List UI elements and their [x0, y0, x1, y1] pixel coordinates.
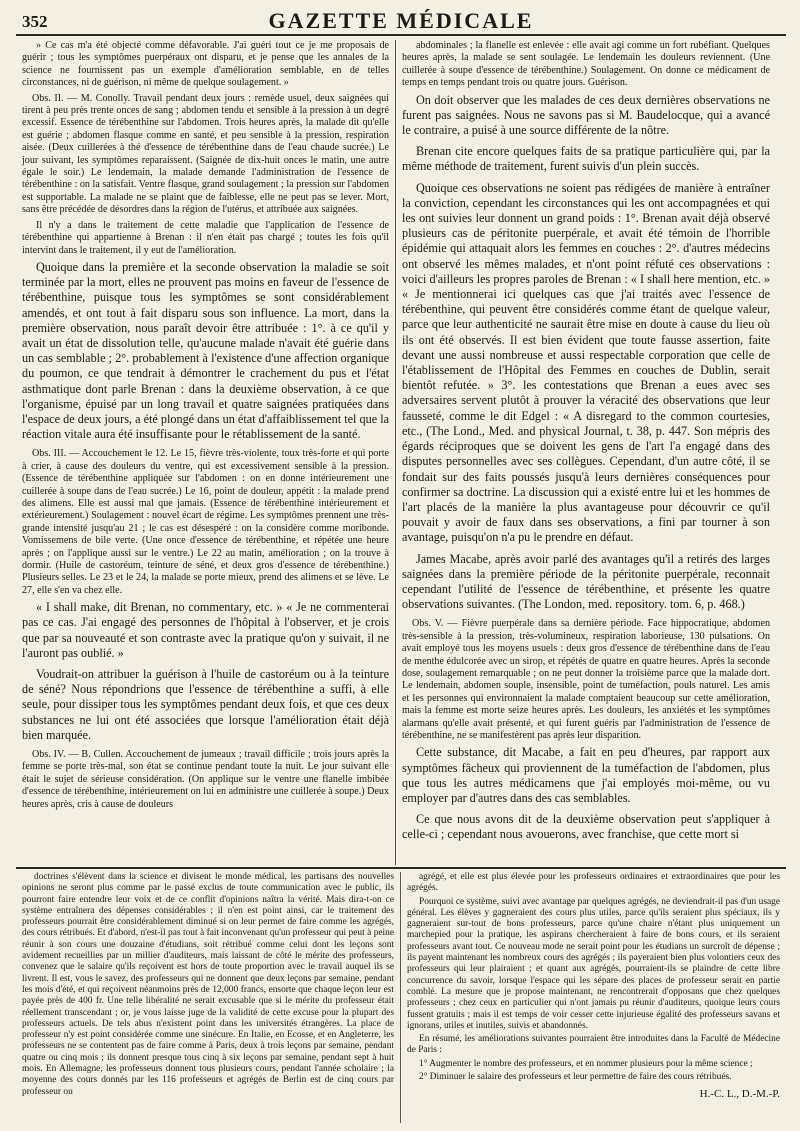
- paragraph-quote: « I shall make, dit Brenan, no commentary, etc. » « Je ne commenterai pas ce cas. J'ai engagé des personnes de l'hôpital à l'observer, et je crois que par sa nouveauté et son contraste avec la pratique qu'on y suivait, il ne l'auront pas oublié. »: [22, 600, 389, 660]
- newspaper-page: [16, 8, 786, 1123]
- left-column: [16, 40, 396, 865]
- page-number: 352: [22, 12, 48, 31]
- paragraph: abdominales ; la flanelle est enlevée : elle avait agi comme un fort rubéfiant. Quelques heures après, la malade se sent soulagée. Le lendemain les douleurs reviennent. (Une cuillerée à soupe d'essence de térébenthine.) Soulagement. On donne ce médicament de temps en temps pendant trois ou quatre jours. Guérison.: [402, 40, 770, 89]
- paragraph: 1° Augmenter le nombre des professeurs, et en nommer plusieurs pour la même science ;: [419, 1058, 753, 1069]
- paragraph: » Ce cas m'a été objecté comme défavorable. J'ai guéri tout ce je me proposais de guérir ; tous les symptômes puerpéraux ont disparu, et je pense que les annales de la science ne fournissent pas un exemple d'amélioration semblable, en de telles circonstances, ni de guérison, ni même de quelque soulagement. »: [22, 40, 389, 89]
- page-header: [16, 8, 786, 36]
- paragraph: En résumé, les améliorations suivantes pourraient être introduites dans la Faculté de Médecine de Paris :: [407, 1034, 780, 1056]
- paragraph-obs-3: Obs. III. — Accouchement le 12. Le 15, fièvre très-violente, toux très-forte et qui porte à crier, à cause des douleurs du ventre, qui est excessivement sensible à la pression. (Essence de térébenthine appliquée sur l'abdomen : on en donne intérieurement une cuillerée à soupe dans de l'eau sucrée.) Le 16, point de douleur, appétit : la malade prend des alimens. Elle est aussi mal que jamais. (Essence de térébenthine intérieurement et extérieurement.) Soulagement : nouvel écart de régime. Les symptômes prennent une très-grande intensité jusqu'au 21 ; le cas est désespéré : on la considère comme moribonde. Vomissemens de bile verte. (Une once d'essence de térébenthine, et répétée une heure après ; on l'applique aussi sur le ventre.) Le 22 au matin, amélioration ; on la trouve à dormir. (Huile de castoréum, teinture de séné, et deux gros d'essence de térébenthine.) Plusieurs selles. Le 23 et le 24, la malade se porte mieux, prend des alimens et se lève. Le 27, elle s'en va chez elle.: [22, 448, 389, 596]
- paragraph: Quoique ces observations ne soient pas rédigées de manière à entraîner la conviction, cependant les circonstances qui les ont accompagnées et qui les ont suivies leur donnent un grand poids : 1°. Brenan avait déjà observé plusieurs cas de péritonite puerpérale, et avait été témoin de l'horrible épidémie qui attaquait alors les femmes en couches : 2°. d'autres médecins ont observé les mêmes malades, et n'ont point réfuté ces observations : voici d'ailleurs les propres paroles de Brenan : « I shall here mention, etc. » « Je mentionnerai ici quelques cas que j'ai traités avec l'essence de térébenthine, qui peuvent être considérés comme étant de quelque valeur, parce que leur authenticité ne saurait être mise en doute à cause du lieu où ils ont été observés. Il est bien évident que toute fausse assertion, faite devant une aussi nombreuse et aussi respectable corporation que celle de l'établissement de l'Hôpital des Femmes en couches de Dublin, serait bientôt refutée. » 3°. les contestations que Brenan a eues avec ses adversaires servent plutôt à prouver la véracité des observations que leur fausseté, comme le dit Edgel : « A disregard to the common courtesies, etc., (The Lond., Med. and physical Journal, t. 38, p. 447. Son mépris des égards réciproques que se doivent les gens de l'art l'a engagé dans des disputes personnelles avec ses collègues. Cependant, d'un autre côté, il se fondait sur des faits poussés jusqu'à leurs dernières conséquences pour confirmer sa doctrine. La discussion qui a existé entre lui et les hommes de l'art placés de la manière la plus avantageuse pour découvrir ce qu'il pouvait y avoir de faux dans ses observations, a fini par tourner à son avantage, puisqu'on n'a pu le prendre en défaut.: [402, 180, 770, 545]
- right-column: [396, 40, 776, 865]
- feuilleton-right-column: [401, 872, 786, 1123]
- paragraph: 2° Diminuer le salaire des professeurs et leur permettre de faire des cours rétribués.: [419, 1072, 732, 1083]
- paragraph: Ce que nous avons dit de la deuxième observation peut s'appliquer à celle-ci ; cependant nous avouerons, avec franchise, que cette mort si: [402, 812, 770, 842]
- feuilleton-section: [16, 869, 786, 1123]
- paragraph: On doit observer que les malades de ces deux dernières observations ne furent pas saignées. Nous ne savons pas si M. Baudelocque, qui a avancé le contraire, a puisé à une source différente de la nôtre.: [402, 92, 770, 138]
- paragraph: doctrines s'élèvent dans la science et divisent le monde médical, les partisans des nouvelles opinions ne seront plus comme par le passé exclus de toute communication avec le public, ils pourront faire entendre leur voix et de ce conflit d'opinions naîtra la vérité. Mais dira-t-on ce système entraînera des dépenses considérables ; il n'en est point ainsi, car le traitement des professeurs pourrait être considérablement diminué si on leur permet de faire comme les agrégés, des cours rétribués. Et d'abord, n'est-il pas tout à fait inconvenant qu'un professeur qui peut à peine réunir à son cours une douzaine d'étudians, soit rétribué comme celui dont les leçons sont avidement recueillies par un millier d'auditeurs, mais laissant de côté le mérite des professeurs, convenez que le salaire qu'ils reçoivent est hors de toute proportion avec le travail auquel ils se livrent. Il est, vous le savez, des professeurs qui ne donnent que deux leçons par semaine, pendant les mois d'été, et qui reçoivent néanmoins près de 12,000 francs, ensorte que chaque leçon leur est payée près de 400 fr. Une telle libéralité ne serait excusable que si le mérite du professeur était réellement transcendant ; or, je vous laisse juge de la validité de cette excuse pour la plupart des professeurs actuels. De tels abus n'existent point dans les universités étrangères. La place de professeur n'y est point considérée comme une sinécure. En Italie, en Ecosse, et en Angleterre, les professeurs ne se contentent pas de faire comme à Paris, deux à trois leçons par semaine, pendant quatre ou cinq mois ; ils donnent presque tous cinq à six leçons par semaine, pendant sept à huit mois. En Allemagne, les professeurs donnent tous plusieurs cours, pendant l'année scholaire ; la moyenne des cours donnés par les 116 professeurs et agrégés de Berlin est de cinq cours par professeur ou: [22, 872, 394, 1097]
- paragraph-commentary: Quoique dans la première et la seconde observation la maladie se soit terminée par la mort, elles ne prouvent pas moins en faveur de l'essence de térébenthine, puisque tous les symptômes se sont considérablement amendés, et ont tout à fait disparu sous son influence. La mort, dans la première observation, nous paraît devoir être attribuée : 1°. à ce qu'il y avait un état de dissolution telle, qu'aucune malade n'avait été guérie dans un cas semblable ; 2°. probablement à l'existence d'une affection organique du poumon, ce que tendrait à démontrer le crachement du pus et l'état asthmatique dont parle Brenan : dans la deuxième observation, à ce que l'organisme, épuisé par un long travail et quatre saignées pratiquées dans l'espace de deux jours, a été plongé dans un état d'affaiblissement tel que la réaction vitale aura été insuffisante pour le rétablissement de la santé.: [22, 259, 389, 442]
- paragraph: Cette substance, dit Macabe, a fait en peu d'heures, par rapport aux symptômes fâcheux qui proviennent de la tuméfaction de l'abdomen, plus que tous les autres médicamens que j'ai employés moi-même, ou vu employer par d'autres dans des cas semblables.: [402, 745, 770, 805]
- feuilleton-left-column: [16, 872, 401, 1123]
- paragraph: agrégé, et elle est plus élevée pour les professeurs ordinaires et extraordinaires que pour les agrégés.: [407, 872, 780, 894]
- paragraph-obs-4: Obs. IV. — B. Cullen. Accouchement de jumeaux ; travail difficile ; trois jours après la femme se porte très-mal, son état se continue pendant toute la nuit. Le jour suivant elle était le sujet de sérieuse considération. (On applique sur le ventre une flanelle imbibée d'essence de térébenthine, intérieurement on lui en administre une cuillerée à soupe.) Deux heures après, cris à cause de douleurs: [22, 749, 389, 810]
- paragraph: Voudrait-on attribuer la guérison à l'huile de castoréum ou à la teinture de séné? Nous répondrions que l'essence de térébenthine a suffi, à elle seule, pour dissiper tous les symptômes pendant deux fois, et que ces deux substances ne lui ont été associées que lorsque l'amélioration était déjà bien marquée.: [22, 667, 389, 742]
- author-signature: H.-C. L., D.-M.-P.: [699, 1088, 780, 1101]
- paragraph: James Macabe, après avoir parlé des avantages qu'il a retirés des larges saignées dans la première période de la péritonite puerpérale, reconnait cependant l'utilité de l'essence de térébenthine, et présente les quatre observations suivantes. (The London, med. repository. tom. 6, p. 468.): [402, 551, 770, 612]
- main-columns: [16, 40, 786, 865]
- masthead-title: GAZETTE MÉDICALE: [268, 8, 534, 33]
- paragraph-obs-5: Obs. V. — Fièvre puerpérale dans sa dernière période. Face hippocratique, abdomen très-sensible à la pression, très-volumineux, respiration laborieuse, 130 pulsations. On avait employé tous les moyens usuels : deux gros d'essence de térébenthine dans de l'eau de menthe édulcorée avec un sirop, et répétés de quatre en quatre heures. Après la seconde dose, soulagement remarquable ; on ne peut donner la troisième parce que la malade dort. Le lendemain, abdomen souple, insensible, point de tuméfaction, pouls naturel. Les amis et les personnes qui environnaient la malade comptaient beaucoup sur cette amélioration, mais la femme est morte seize heures après. Les douleurs, les anxiétés et les symptômes alarmans qu'elle avait présenté, et qui furent guéris par l'administration de l'essence de térébenthine, ne se manifestèrent pas après leur disparition.: [402, 618, 770, 741]
- paragraph: Il n'y a dans le traitement de cette maladie que l'application de l'essence de térébenthine qui appartienne à Brenan : il n'en était pas chargé ; toutes les fois qu'il intervint dans le traitement, il y eut de l'amélioration.: [22, 219, 389, 256]
- paragraph: Pourquoi ce système, suivi avec avantage par quelques agrégés, ne deviendrait-il pas d'un usage général. Les élèves y gagneraient des cours plus utiles, parce qu'ils seraient plus spéciaux, ils y gagneraient sur-tout de bons professeurs, parce qu'une chaire n'étant plus uniquement un marchepied pour la pratique, les aspirans chercheraient à faire de bons cours, et ils seraient professeurs avant tout. Ce nouveau mode ne serait point pour les étudians un surcroît de dépense ; ils payent maintenant les nombreux cours des agrégés ; ils payeraient bien plus volontiers ceux des professeurs qui leur plairaient ; et quant aux agrégés, pourraient-ils se plaindre de cette libre concurrence du savoir, lorsque l'espace qui les sépare des places de professeur serait en partie comblé. La mesure que je propose maintenant, ne rencontrerait d'opposans que chez quelques professeurs ; chez ceux en particulier qui n'ont jamais pu réunir d'auditeurs, quoique leurs cours fussent gratuits ; mais il est temps de voir cesser cette injurieuse égalité des professeurs savans et ignorans, utiles et inutiles, suivis et abandonnés.: [407, 896, 780, 1031]
- paragraph: Brenan cite encore quelques faits de sa pratique particulière qui, par la même méthode de traitement, furent suivis d'un plein succès.: [402, 144, 770, 174]
- paragraph-obs-2: Obs. II. — M. Conolly. Travail pendant deux jours : remède usuel, deux saignées qui tirent à peu près trente onces de sang ; abdomen tendu et sensible à la pression à un degré excessif. Essence de térébenthine sur l'abdomen. Trois heures après, la malade dit qu'elle est guérie ; abdomen flasque comme en santé, et peu sensible à la pression, respiration aisée. (Deux cuillerées à thé d'essence de térébenthine dans de l'eau chaude sucrée.) Le jour suivant, les symptômes reparaissent. (Saignée de dix-huit onces le matin, une autre égale le soir.) Le lendemain, la malade demande l'administration de l'essence de térébenthine : on la satisfait. Ventre flasque, grand soulagement ; la pression sur l'abdomen est supportable. La malade ne se plaint que de faiblesse, elle ne peut pas se lever. Mort, sans être précédée de désordres dans la région de l'utérus, et attribuée aux saignées.: [22, 92, 389, 216]
